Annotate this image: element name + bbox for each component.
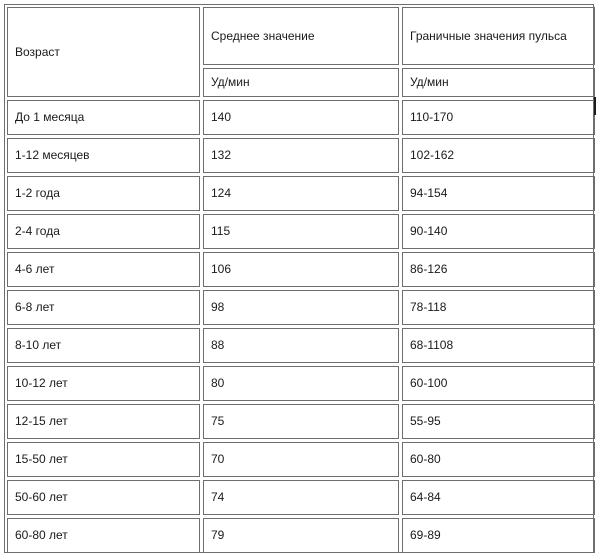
- cell-range: 78-118: [402, 290, 595, 325]
- cell-age: 10-12 лет: [7, 366, 200, 401]
- table-row: [7, 442, 595, 477]
- cell-age: 1-12 месяцев: [7, 138, 200, 173]
- cell-average: 115: [203, 214, 399, 249]
- cell-range: 69-89: [402, 518, 595, 553]
- cell-age: 2-4 года: [7, 214, 200, 249]
- table-row: [7, 404, 595, 439]
- cell-range: 86-126: [402, 252, 595, 287]
- cell-range: 55-95: [402, 404, 595, 439]
- text-cursor-mark: [594, 97, 596, 115]
- cell-age: 8-10 лет: [7, 328, 200, 363]
- cell-range: 94-154: [402, 176, 595, 211]
- header-average-unit: Уд/мин: [203, 68, 399, 97]
- pulse-table: [4, 4, 598, 556]
- cell-average: 98: [203, 290, 399, 325]
- table-row: [7, 138, 595, 173]
- table-row: [7, 290, 595, 325]
- table-row: [7, 100, 595, 135]
- cell-range: 68-1108: [402, 328, 595, 363]
- cell-age: 12-15 лет: [7, 404, 200, 439]
- cell-average: 106: [203, 252, 399, 287]
- header-row: [7, 7, 595, 65]
- cell-average: 140: [203, 100, 399, 135]
- cell-average: 74: [203, 480, 399, 515]
- cell-age: 1-2 года: [7, 176, 200, 211]
- cell-average: 124: [203, 176, 399, 211]
- cell-age: 4-6 лет: [7, 252, 200, 287]
- cell-average: 132: [203, 138, 399, 173]
- header-range-unit: Уд/мин: [402, 68, 595, 97]
- table-row: [7, 214, 595, 249]
- cell-age: 50-60 лет: [7, 480, 200, 515]
- cell-age: 60-80 лет: [7, 518, 200, 553]
- table-row: [7, 366, 595, 401]
- cell-age: До 1 месяца: [7, 100, 200, 135]
- table-row: [7, 480, 595, 515]
- cell-age: 6-8 лет: [7, 290, 200, 325]
- table-row: [7, 328, 595, 363]
- cell-range: 110-170: [402, 100, 595, 135]
- cell-average: 75: [203, 404, 399, 439]
- table-row: [7, 252, 595, 287]
- cell-average: 70: [203, 442, 399, 477]
- cell-range: 90-140: [402, 214, 595, 249]
- cell-average: 80: [203, 366, 399, 401]
- cell-age: 15-50 лет: [7, 442, 200, 477]
- table-row: [7, 176, 595, 211]
- header-average: Среднее значение: [203, 7, 399, 65]
- cell-range: 64-84: [402, 480, 595, 515]
- header-range: Граничные значения пульса: [402, 7, 595, 65]
- cell-range: 60-100: [402, 366, 595, 401]
- header-age: Возраст: [7, 7, 200, 97]
- cell-average: 79: [203, 518, 399, 553]
- cell-average: 88: [203, 328, 399, 363]
- table-row: [7, 518, 595, 553]
- cell-range: 102-162: [402, 138, 595, 173]
- cell-range: 60-80: [402, 442, 595, 477]
